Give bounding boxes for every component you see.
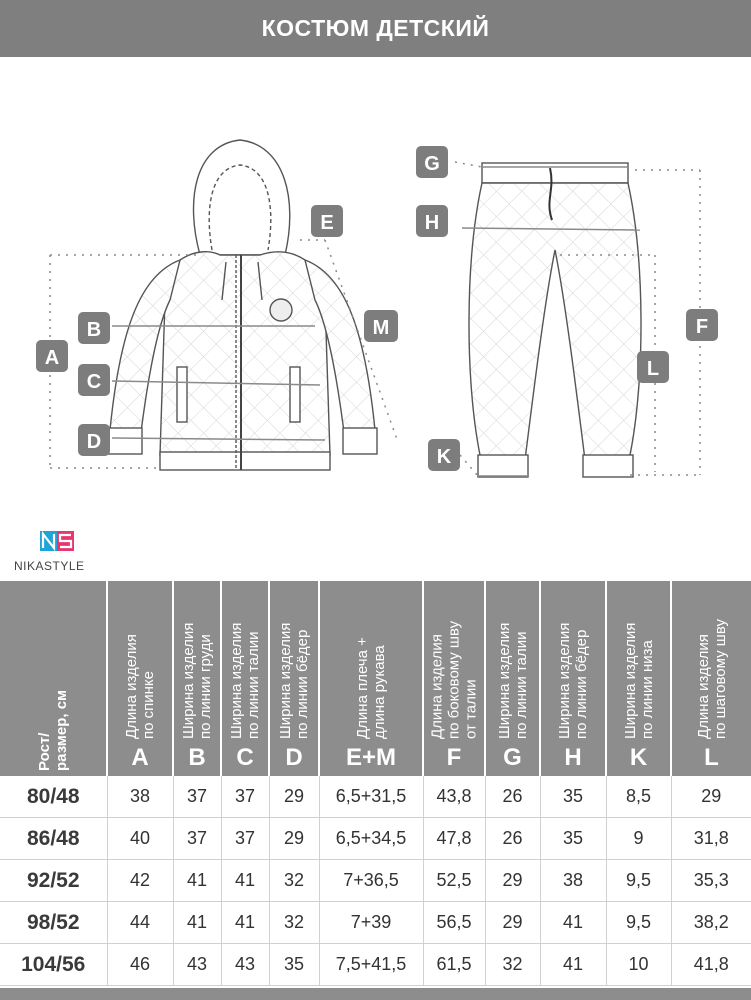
table-cell: 26 [485, 818, 540, 860]
table-cell: 35 [540, 818, 606, 860]
table-cell: 56,5 [423, 902, 485, 944]
svg-text:C: C [86, 371, 102, 393]
jacket-drawing [108, 140, 377, 470]
table-cell: 41 [540, 902, 606, 944]
table-cell: 52,5 [423, 860, 485, 902]
column-header: Ширина изделия по линии бёдер H [540, 581, 606, 776]
table-cell: 35 [269, 944, 319, 986]
table-row [0, 944, 751, 986]
table-cell: 46 [107, 944, 173, 986]
table-cell: 29 [671, 776, 751, 818]
badge-k [428, 439, 460, 471]
column-header: Длина плеча + длина рукава E+M [319, 581, 423, 776]
page-title: КОСТЮМ ДЕТСКИЙ [0, 0, 751, 57]
table-cell: 37 [221, 818, 269, 860]
column-header: Рост/ размер, см [0, 581, 107, 776]
table-cell: 38,2 [671, 902, 751, 944]
svg-text:F: F [695, 316, 709, 338]
table-cell: 29 [269, 776, 319, 818]
table-cell: 41 [221, 860, 269, 902]
table-cell: 41,8 [671, 944, 751, 986]
pants-drawing [469, 163, 641, 477]
badge-d [78, 424, 110, 456]
badge-h [416, 205, 448, 237]
svg-text:L: L [646, 358, 660, 380]
table-cell: 41 [173, 860, 221, 902]
table-cell: 31,8 [671, 818, 751, 860]
table-cell: 29 [485, 860, 540, 902]
table-cell: 38 [540, 860, 606, 902]
badge-f [686, 309, 718, 341]
brand-logo [14, 531, 134, 581]
column-header: Длина изделия по спинке A [107, 581, 173, 776]
table-cell: 37 [221, 776, 269, 818]
table-cell: 35,3 [671, 860, 751, 902]
column-header: Ширина изделия по линии талии C [221, 581, 269, 776]
column-header: Ширина изделия по линии талии G [485, 581, 540, 776]
badge-g [416, 146, 448, 178]
table-cell: 29 [485, 902, 540, 944]
table-cell: 32 [485, 944, 540, 986]
footer-bar [0, 988, 751, 1000]
column-header: Ширина изделия по линии груди B [173, 581, 221, 776]
table-row [0, 902, 751, 944]
logo-mark-icon [40, 531, 74, 551]
badge-l [637, 351, 669, 383]
svg-text:A: A [44, 347, 60, 369]
column-header: Ширина изделия по линии низа K [606, 581, 671, 776]
table-cell: 40 [107, 818, 173, 860]
table-header-row [0, 581, 751, 776]
table-cell: 8,5 [606, 776, 671, 818]
table-row [0, 776, 751, 818]
badge-e [311, 205, 343, 237]
table-cell: 35 [540, 776, 606, 818]
table-cell: 61,5 [423, 944, 485, 986]
table-cell: 26 [485, 776, 540, 818]
table-cell: 47,8 [423, 818, 485, 860]
table-cell: 42 [107, 860, 173, 902]
table-cell: 7+36,5 [319, 860, 423, 902]
svg-text:K: K [436, 446, 452, 468]
brand-name: NIKASTYLE [14, 559, 85, 573]
table-cell: 41 [540, 944, 606, 986]
svg-text:D: D [86, 431, 102, 453]
table-cell: 7+39 [319, 902, 423, 944]
svg-text:G: G [424, 153, 440, 175]
table-cell: 38 [107, 776, 173, 818]
svg-text:M: M [372, 317, 390, 339]
badge-m [364, 310, 398, 342]
table-cell: 43 [173, 944, 221, 986]
size-cell: 98/52 [0, 902, 107, 944]
column-header: Длина изделия по шаговому шву L [671, 581, 751, 776]
table-cell: 44 [107, 902, 173, 944]
table-cell: 41 [221, 902, 269, 944]
size-cell: 86/48 [0, 818, 107, 860]
table-cell: 7,5+41,5 [319, 944, 423, 986]
column-header: Длина изделия по боковому шву от талии F [423, 581, 485, 776]
table-cell: 6,5+34,5 [319, 818, 423, 860]
size-cell: 92/52 [0, 860, 107, 902]
table-cell: 9,5 [606, 902, 671, 944]
table-row [0, 860, 751, 902]
garment-illustration [0, 57, 751, 525]
table-cell: 37 [173, 776, 221, 818]
size-cell: 104/56 [0, 944, 107, 986]
table-cell: 29 [269, 818, 319, 860]
badge-a [36, 340, 68, 372]
table-cell: 9 [606, 818, 671, 860]
size-table [0, 581, 751, 986]
table-cell: 32 [269, 860, 319, 902]
badge-b [78, 312, 110, 344]
svg-text:H: H [424, 212, 440, 234]
svg-text:E: E [320, 212, 334, 234]
size-cell: 80/48 [0, 776, 107, 818]
svg-text:B: B [86, 319, 102, 341]
table-cell: 43 [221, 944, 269, 986]
table-row [0, 818, 751, 860]
table-cell: 41 [173, 902, 221, 944]
badge-c [78, 364, 110, 396]
table-cell: 6,5+31,5 [319, 776, 423, 818]
table-cell: 32 [269, 902, 319, 944]
table-cell: 43,8 [423, 776, 485, 818]
table-cell: 9,5 [606, 860, 671, 902]
table-cell: 37 [173, 818, 221, 860]
table-cell: 10 [606, 944, 671, 986]
column-header: Ширина изделия по линии бёдер D [269, 581, 319, 776]
